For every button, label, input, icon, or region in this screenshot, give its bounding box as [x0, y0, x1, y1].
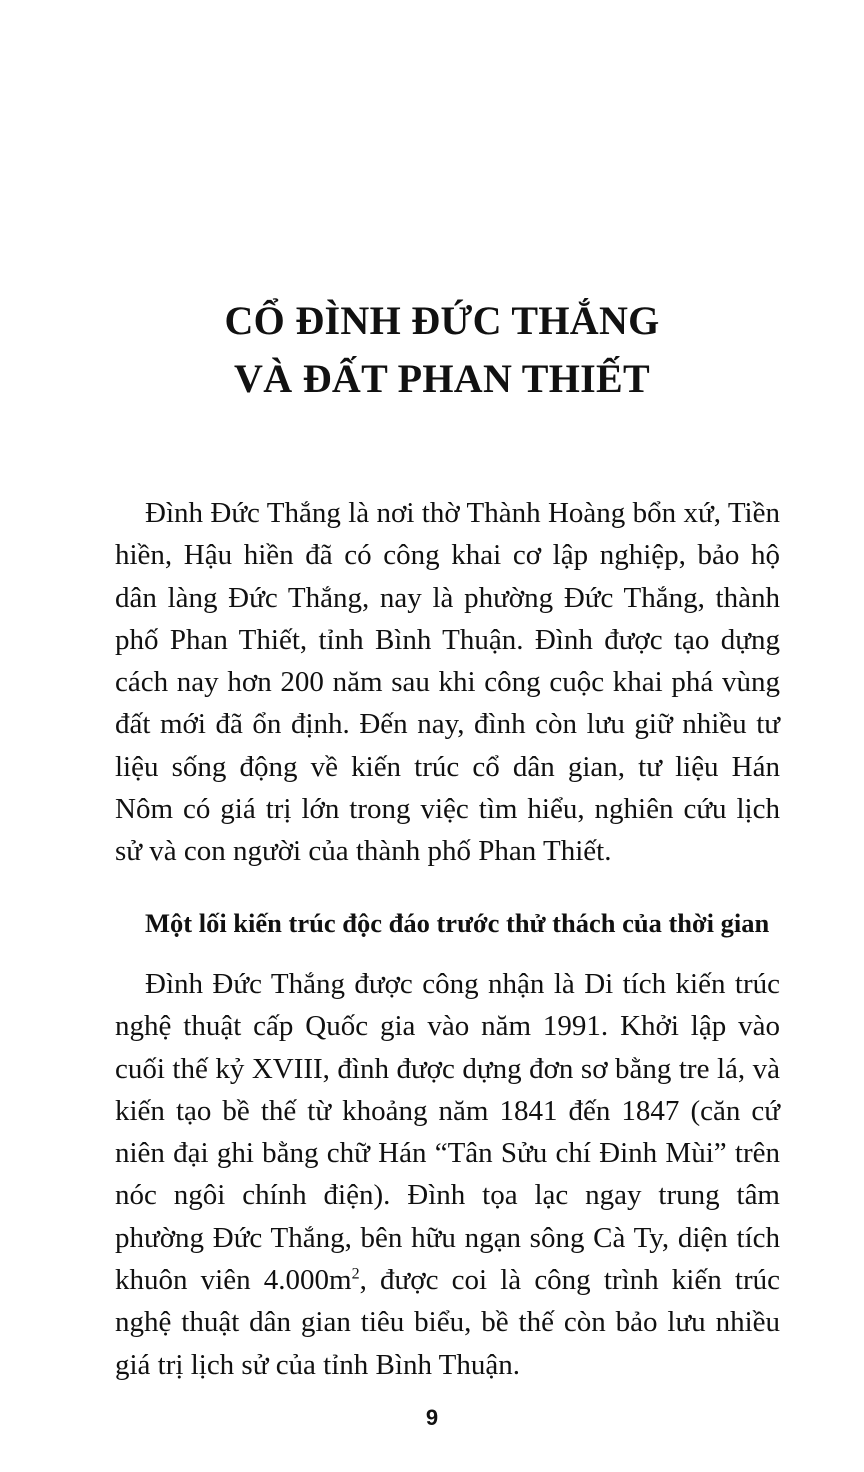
- chapter-title-line-1: CỔ ĐÌNH ĐỨC THẮNG: [224, 298, 660, 343]
- paragraph-text-before-area: Đình Đức Thắng được công nhận là Di tích kiến trúc nghệ thuật cấp Quốc gia vào năm 1991. Khởi lập vào cuối thế kỷ XVIII, đình được dựng đơn sơ bằng tre lá, và kiến tạo bề thế từ khoảng năm 1841 đến 1847 (căn cứ niên đại ghi bằng chữ Hán “Tân Sửu chí Đinh Mùi” trên nóc ngôi chính điện). Đình tọa lạc ngay trung tâm phường Đức Thắng, bên hữu ngạn sông Cà Ty, diện tích khuôn viên: [115, 968, 780, 1297]
- chapter-title-line-2: VÀ ĐẤT PHAN THIẾT: [234, 356, 650, 401]
- area-superscript: 2: [351, 1265, 360, 1283]
- section-heading: Một lối kiến trúc độc đáo trước thử thách của thời gian: [145, 908, 770, 938]
- chapter-title: [0, 292, 864, 408]
- body-paragraph: [115, 963, 780, 1386]
- intro-paragraph: Đình Đức Thắng là nơi thờ Thành Hoàng bổn xứ, Tiền hiền, Hậu hiền đã có công khai cơ lập nghiệp, bảo hộ dân làng Đức Thắng, nay là phường Đức Thắng, thành phố Phan Thiết, tỉnh Bình Thuận. Đình được tạo dựng cách nay hơn 200 năm sau khi công cuộc khai phá vùng đất mới đã ổn định. Đến nay, đình còn lưu giữ nhiều tư liệu sống động về kiến trúc cổ dân gian, tư liệu Hán Nôm có giá trị lớn trong việc tìm hiểu, nghiên cứu lịch sử và con người của thành phố Phan Thiết.: [115, 497, 780, 868]
- paragraph-text-after-area: , được coi là công trình kiến trúc nghệ thuật dân gian tiêu biểu, bề thế còn bảo lưu nhiều giá trị lịch sử của tỉnh Bình Thuận.: [115, 1264, 780, 1381]
- area-value: 4.000m: [263, 1264, 352, 1297]
- page-number: 9: [425, 1405, 439, 1430]
